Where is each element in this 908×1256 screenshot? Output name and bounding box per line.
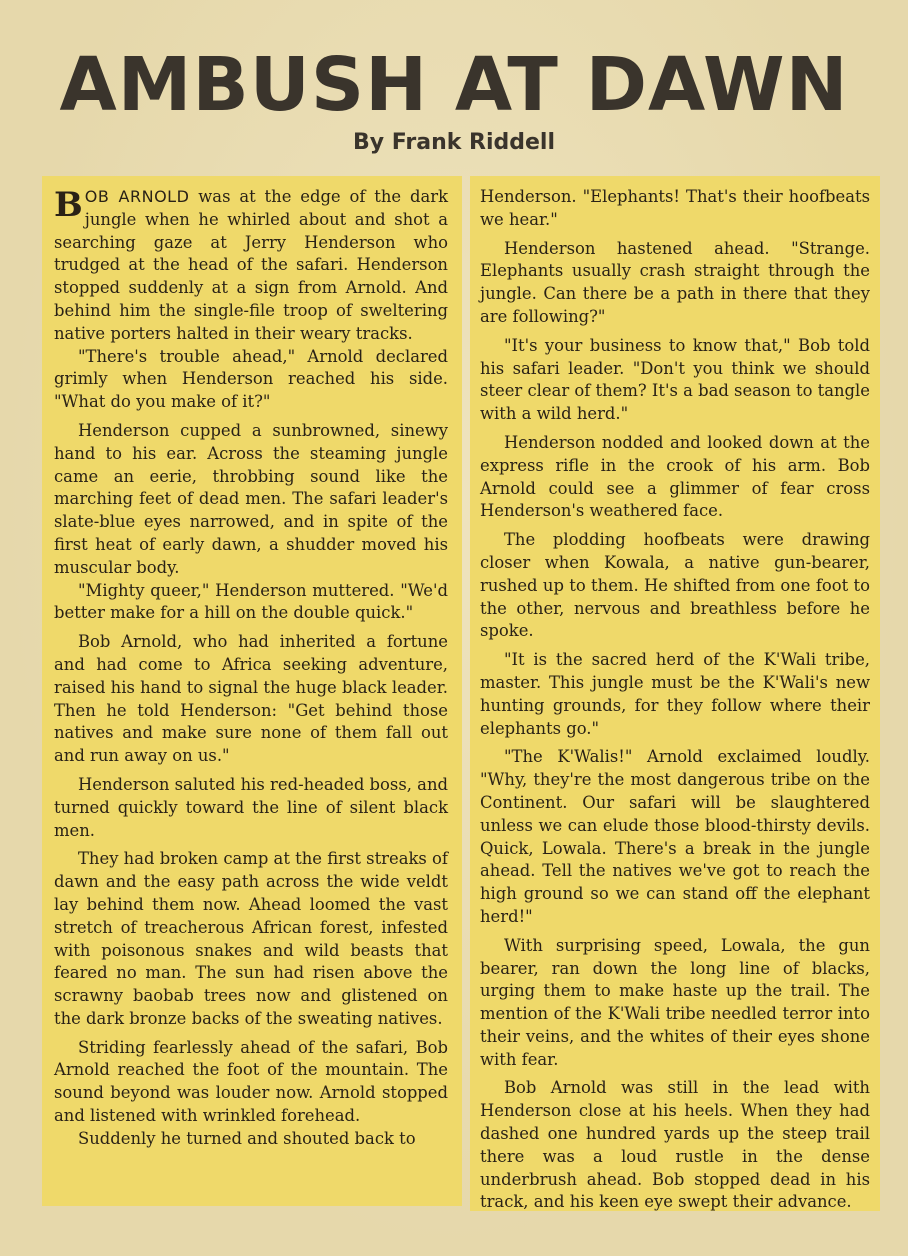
paragraph: They had broken camp at the first streaks of dawn and the easy path across the wide veldt lay behind them now. Ahead loomed the vast stretch of treacherous African forest, infested with poisonous snakes and wild beasts that feared no man. The sun had risen above the scrawny baobab trees now and glistened on the dark bronze backs of the sweating natives. [54, 849, 448, 1028]
paragraph: Henderson hastened ahead. "Strange. Elephants usually crash straight through the jungle. Can there be a path in there that they are following?" [480, 238, 870, 326]
text-column-right [470, 176, 880, 1211]
paragraph: Bob Arnold, who had inherited a fortune and had come to Africa seeking adventure, raised his hand to signal the huge black leader. Then he told Henderson: "Get behind those natives and make sure none of them fall out and run away on us." [54, 632, 448, 766]
paragraph: Bob Arnold was still in the lead with Henderson close at his heels. When they had dashed one hundred yards up the steep trail there was a loud rustle in the dense underbrush ahead. Bob stopped dead in his track, and his keen eye swept their advance. [480, 1078, 870, 1212]
paragraph: Henderson saluted his red-headed boss, and turned quickly toward the line of silent black men. [54, 774, 448, 840]
paragraph [54, 186, 448, 346]
drop-cap: B [54, 185, 83, 225]
paragraph: "Mighty queer," Henderson muttered. "We'd better make for a hill on the double quick." [54, 580, 448, 623]
paragraph-text: was at the edge of the dark jungle when he whirled about and shot a searching gaze at Jerry Henderson who trudged at the head of the safari. Henderson stopped suddenly at a sign from Arnold. And behind him the single-file troop of sweltering native porters halted in their weary tracks. [54, 187, 448, 343]
story-title: AMBUSH AT DAWN [59, 42, 849, 128]
lead-small-caps: OB ARNOLD [84, 187, 190, 206]
paragraph: Henderson. "Elephants! That's their hoofbeats we hear." [480, 187, 870, 229]
paragraph: "There's trouble ahead," Arnold declared grimly when Henderson reached his side. "What do you make of it?" [54, 346, 448, 412]
paragraph: The plodding hoofbeats were drawing closer when Kowala, a native gun-bearer, rushed up to them. He shifted from one foot to the other, nervous and breathless before he spoke. [480, 530, 870, 641]
paragraph: Striding fearlessly ahead of the safari, Bob Arnold reached the foot of the mountain. The sound beyond was louder now. Arnold stopped and listened with wrinkled forehead. [54, 1037, 448, 1126]
paragraph: "It is the sacred herd of the K'Wali tribe, master. This jungle must be the K'Wali's new hunting grounds, for they follow where their elephants go." [480, 650, 870, 738]
paragraph: "The K'Walis!" Arnold exclaimed loudly. "Why, they're the most dangerous tribe on the Continent. Our safari will be slaughtered unless we can elude those blood-thirsty devils. Quick, Lowala. There's a break in the jungle ahead. Tell the natives we've got to reach the high ground so we can stand off the elephant herd!" [480, 747, 870, 926]
paragraph: With surprising speed, Lowala, the gun bearer, ran down the long line of blacks, urging them to make haste up the trail. The mention of the K'Wali tribe needled terror into their veins, and the whites of their eyes shone with fear. [480, 935, 870, 1069]
paragraph: Henderson nodded and looked down at the express rifle in the crook of his arm. Bob Arnold could see a glimmer of fear cross Henderson's weathered face. [480, 432, 870, 521]
paragraph: Henderson cupped a sunbrowned, sinewy hand to his ear. Across the steaming jungle came an eerie, throbbing sound like the marching feet of dead men. The safari leader's slate-blue eyes narrowed, and in spite of the first heat of early dawn, a shudder moved his muscular body. [54, 420, 448, 577]
paragraph: Suddenly he turned and shouted back to [78, 1128, 416, 1148]
paragraph: "It's your business to know that," Bob told his safari leader. "Don't you think we should steer clear of them? It's a bad season to tangle with a wild herd." [480, 335, 870, 424]
story-byline: By Frank Riddell [352, 130, 556, 155]
text-column-left [42, 176, 462, 1206]
